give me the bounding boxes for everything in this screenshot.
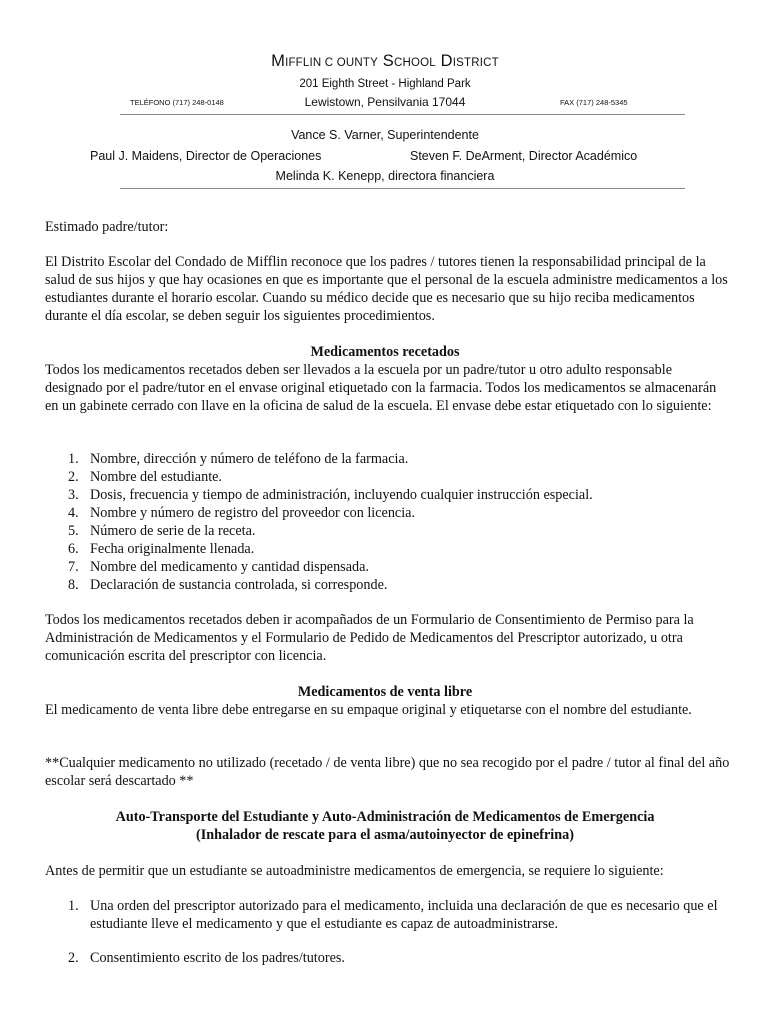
emergency-intro: Antes de permitir que un estudiante se autoadministre medicamentos de emergencia, se requiere lo siguiente: <box>45 863 664 879</box>
list-item: 1. Nombre, dirección y número de teléfono de la farmacia. <box>68 451 409 467</box>
list-item: 4. Nombre y número de registro del proveedor con licencia. <box>68 505 416 521</box>
otc-paragraph: El medicamento de venta libre debe entregarse en su empaque original y etiquetarse con el nombre del estudiante. <box>45 702 692 718</box>
list-item: 1. Una orden del prescriptor autorizado para el medicamento, incluida una declaración de que es necesario que el estudiante lleve el medicamento y que el estudiante es capaz de autoadministrarse. <box>68 898 718 932</box>
prescribed-paragraph: Todos los medicamentos recetados deben ser llevados a la escuela por un padre/tutor u otro adulto responsable designado por el padre/tutor en el envase original etiquetado con la farmacia. Todos los medicamentos se almacenarán en un gabinete cerrado con llave en la oficina de salud de la escuela. El envase debe estar etiquetado con lo siguiente: <box>45 362 717 414</box>
list-item: 3. Dosis, frecuencia y tiempo de administración, incluyendo cualquier instrucción especial. <box>68 487 593 503</box>
academic-director-name: Steven F. DeArment, Director Académico <box>410 149 638 163</box>
address-line-2: Lewistown, Pensilvania 17044 <box>304 95 466 109</box>
district-title: MIFFLIN C OUNTY SCHOOL DISTRICT <box>271 52 499 70</box>
list-item: 7. Nombre del medicamento y cantidad dispensada. <box>68 559 369 575</box>
list-item: 2. Consentimiento escrito de los padres/tutores. <box>68 950 345 966</box>
emergency-subheading: (Inhalador de rescate para el asma/autoinyector de epinefrina) <box>196 827 574 843</box>
consent-paragraph: Todos los medicamentos recetados deben ir acompañados de un Formulario de Consentimiento de Permiso para la Administración de Medicamentos y el Formulario de Pedido de Medicamentos del Prescriptor autorizado, u otra comunicación escrita del prescriptor con licencia. <box>45 612 694 664</box>
phone-number: TELÉFONO (717) 248-0148 <box>130 98 224 107</box>
header-divider-top <box>120 114 685 115</box>
fax-number: FAX (717) 248-5345 <box>560 98 628 107</box>
otc-heading: Medicamentos de venta libre <box>297 684 473 700</box>
list-item: 8. Declaración de sustancia controlada, si corresponde. <box>68 577 388 593</box>
unused-medication-note: **Cualquier medicamento no utilizado (recetado / de venta libre) que no sea recogido por el padre / tutor al final del año escolar será descartado ** <box>45 755 730 789</box>
emergency-requirements-list <box>45 897 730 967</box>
list-item: 2. Nombre del estudiante. <box>68 469 222 485</box>
header-divider-bottom <box>120 188 685 189</box>
operations-director-name: Paul J. Maidens, Director de Operaciones <box>90 149 322 163</box>
prescribed-heading: Medicamentos recetados <box>310 344 460 360</box>
list-item: 5. Número de serie de la receta. <box>68 523 256 539</box>
superintendent-name: Vance S. Varner, Superintendente <box>291 128 479 142</box>
finance-director-name: Melinda K. Kenepp, directora financiera <box>275 169 495 183</box>
salutation: Estimado padre/tutor: <box>45 219 169 235</box>
emergency-heading: Auto-Transporte del Estudiante y Auto-Administración de Medicamentos de Emergencia <box>115 809 655 825</box>
address-line-1: 201 Eighth Street - Highland Park <box>299 78 471 90</box>
label-requirements-list <box>45 450 730 594</box>
list-item: 6. Fecha originalmente llenada. <box>68 541 255 557</box>
intro-paragraph: El Distrito Escolar del Condado de Mifflin reconoce que los padres / tutores tienen la responsabilidad principal de la salud de sus hijos y que hay ocasiones en que es importante que el personal de la escuela administre medicamentos a los estudiantes durante el horario escolar. Cuando su médico decide que es necesario que su hijo reciba medicamentos durante el día escolar, se deben seguir los siguientes procedimientos. <box>45 254 728 324</box>
